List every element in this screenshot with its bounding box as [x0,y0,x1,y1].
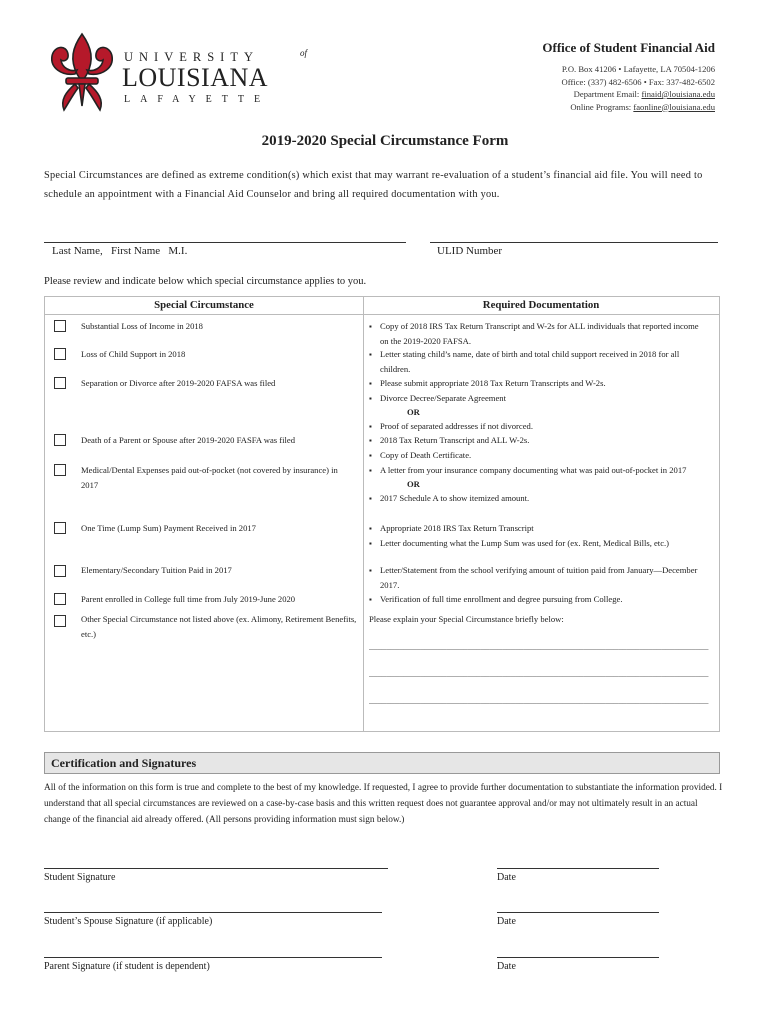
checkbox-tuition[interactable] [54,565,66,577]
logo-louisiana-text: LOUISIANA [122,63,269,92]
documentation-list [369,319,709,349]
email-label: Department Email: [573,89,640,99]
office-online-line [542,101,715,114]
checkbox-other[interactable] [54,615,66,627]
documentation-list [369,592,709,607]
doc-item: ▪ Letter/Statement from the school verifying amount of tuition paid from January—December 2017. [369,563,709,593]
parent-date-line[interactable] [497,957,659,958]
spouse-signature-label: Student’s Spouse Signature (if applicable) [44,916,213,927]
student-date-line[interactable] [497,868,659,869]
checkbox-medical-dental[interactable] [54,464,66,476]
ulid-field-line[interactable] [430,242,718,243]
explain-line[interactable]: _______________________________________________________________________________ [369,641,709,651]
circumstance-label: Separation or Divorce after 2019-2020 FAFSA was filed [81,378,276,388]
office-email-line [542,88,715,101]
circumstance-label: Substantial Loss of Income in 2018 [81,321,203,331]
certification-heading: Certification and Signatures [51,756,197,770]
doc-item: ▪ Appropriate 2018 IRS Tax Return Transcript [369,521,709,536]
doc-item: ▪ Copy of Death Certificate. [369,448,709,463]
doc-item: ▪ Proof of separated addresses if not divorced. [369,419,709,434]
office-contact-block [542,40,715,113]
or-separator: OR [407,479,420,489]
online-email-link[interactable]: faonline@louisiana.edu [633,101,715,112]
intro-paragraph: Special Circumstances are defined as extreme condition(s) which exist that may warrant re-evaluation of a student’s financial aid file. You will need to schedule an appointment with a Financial Aid Counselor and bring all required documentation with you. [44,170,703,200]
office-phone: Office: (337) 482-6506 • Fax: 337-482-6502 [561,76,715,87]
circumstance-label: Medical/Dental Expenses paid out-of-pocket (not covered by insurance) in 2017 [81,465,338,490]
student-date-label: Date [497,872,516,883]
header-required-documentation: Required Documentation [482,299,600,311]
doc-item: ▪ Letter stating child’s name, date of birth and total child support received in 2018 for all children. [369,347,709,377]
header-divider [45,314,719,315]
documentation-list [369,376,709,434]
explain-line[interactable]: _______________________________________________________________________________ [369,695,709,705]
checkbox-loss-of-income[interactable] [54,320,66,332]
online-label: Online Programs: [570,101,632,112]
checkbox-death[interactable] [54,434,66,446]
circumstance-label: One Time (Lump Sum) Payment Received in 2017 [81,523,256,533]
checkbox-separation-divorce[interactable] [54,377,66,389]
circumstance-label: Parent enrolled in College full time from July 2019-June 2020 [81,594,296,604]
parent-signature-label: Parent Signature (if student is dependent) [44,961,210,972]
logo-lafayette-text: LAFAYETTE [124,94,271,105]
name-field-label: Last Name, First Name M.I. [52,245,188,257]
parent-signature-line[interactable] [44,957,382,958]
logo-university-text: UNIVERSITY [124,50,259,64]
name-field-line[interactable] [44,242,406,243]
doc-item: ▪ 2017 Schedule A to show itemized amount. [369,491,709,506]
fleur-de-lis-icon [44,30,120,114]
ulid-field-label: ULID Number [437,245,503,257]
email-link[interactable]: finaid@louisiana.edu [641,89,715,99]
doc-item: ▪ Please submit appropriate 2018 Tax Return Transcripts and W-2s. [369,376,709,391]
documentation-list [369,347,709,377]
logo-of-text: of [300,48,308,58]
explanation-area [369,612,709,707]
checkbox-parent-college[interactable] [54,593,66,605]
student-signature-label: Student Signature [44,872,116,883]
office-title: Office of Student Financial Aid [542,40,715,55]
doc-item: ▪ Copy of 2018 IRS Tax Return Transcript and W-2s for ALL individuals that reported income on the 2019-2020 FAFSA. [369,319,709,349]
checkbox-child-support[interactable] [54,348,66,360]
header-special-circumstance: Special Circumstance [154,299,254,311]
spouse-date-label: Date [497,916,516,927]
circumstance-label: Elementary/Secondary Tuition Paid in 2017 [81,565,232,575]
form-title: 2019-2020 Special Circumstance Form [261,133,509,149]
doc-item: ▪ 2018 Tax Return Transcript and ALL W-2s. [369,433,709,448]
doc-item: ▪ A letter from your insurance company documenting what was paid out-of-pocket in 2017 [369,463,709,478]
column-divider [363,297,364,731]
circumstance-table [44,296,720,732]
doc-item: ▪ Verification of full time enrollment and degree pursuing from College. [369,592,709,607]
university-logo [44,30,308,116]
certification-text: All of the information on this form is true and complete to the best of my knowledge. If requested, I agree to provide further documentation to substantiate the information provided. I understand that all special circumstances are reviewed on a case-by-case basis and this written request does not guarantee approval and/or may not ultimately result in an actual change of the financial aid already offered. (All persons providing information must sign below.) [44,783,723,825]
documentation-list [369,433,709,463]
checkbox-lump-sum[interactable] [54,522,66,534]
parent-date-label: Date [497,961,516,972]
spouse-signature-line[interactable] [44,912,382,913]
circumstance-label: Other Special Circumstance not listed above (ex. Alimony, Retirement Benefits, etc.) [81,614,357,639]
review-instruction: Please review and indicate below which special circumstance applies to you. [44,276,367,287]
certification-heading-bar [44,752,720,774]
documentation-list [369,521,709,551]
circumstance-label: Loss of Child Support in 2018 [81,349,186,359]
doc-item: ▪ Divorce Decree/Separate Agreement [369,391,709,406]
documentation-list [369,463,709,506]
office-address: P.O. Box 41206 • Lafayette, LA 70504-1206 [561,64,715,74]
explain-line[interactable]: _______________________________________________________________________________ [369,668,709,678]
explain-prompt: Please explain your Special Circumstance briefly below: [369,614,564,624]
documentation-list [369,563,709,593]
circumstance-label: Death of a Parent or Spouse after 2019-2020 FASFA was filed [81,435,296,445]
doc-item: ▪ Letter documenting what the Lump Sum was used for (ex. Rent, Medical Bills, etc.) [369,536,709,551]
spouse-date-line[interactable] [497,912,659,913]
student-signature-line[interactable] [44,868,388,869]
or-separator: OR [407,407,420,417]
